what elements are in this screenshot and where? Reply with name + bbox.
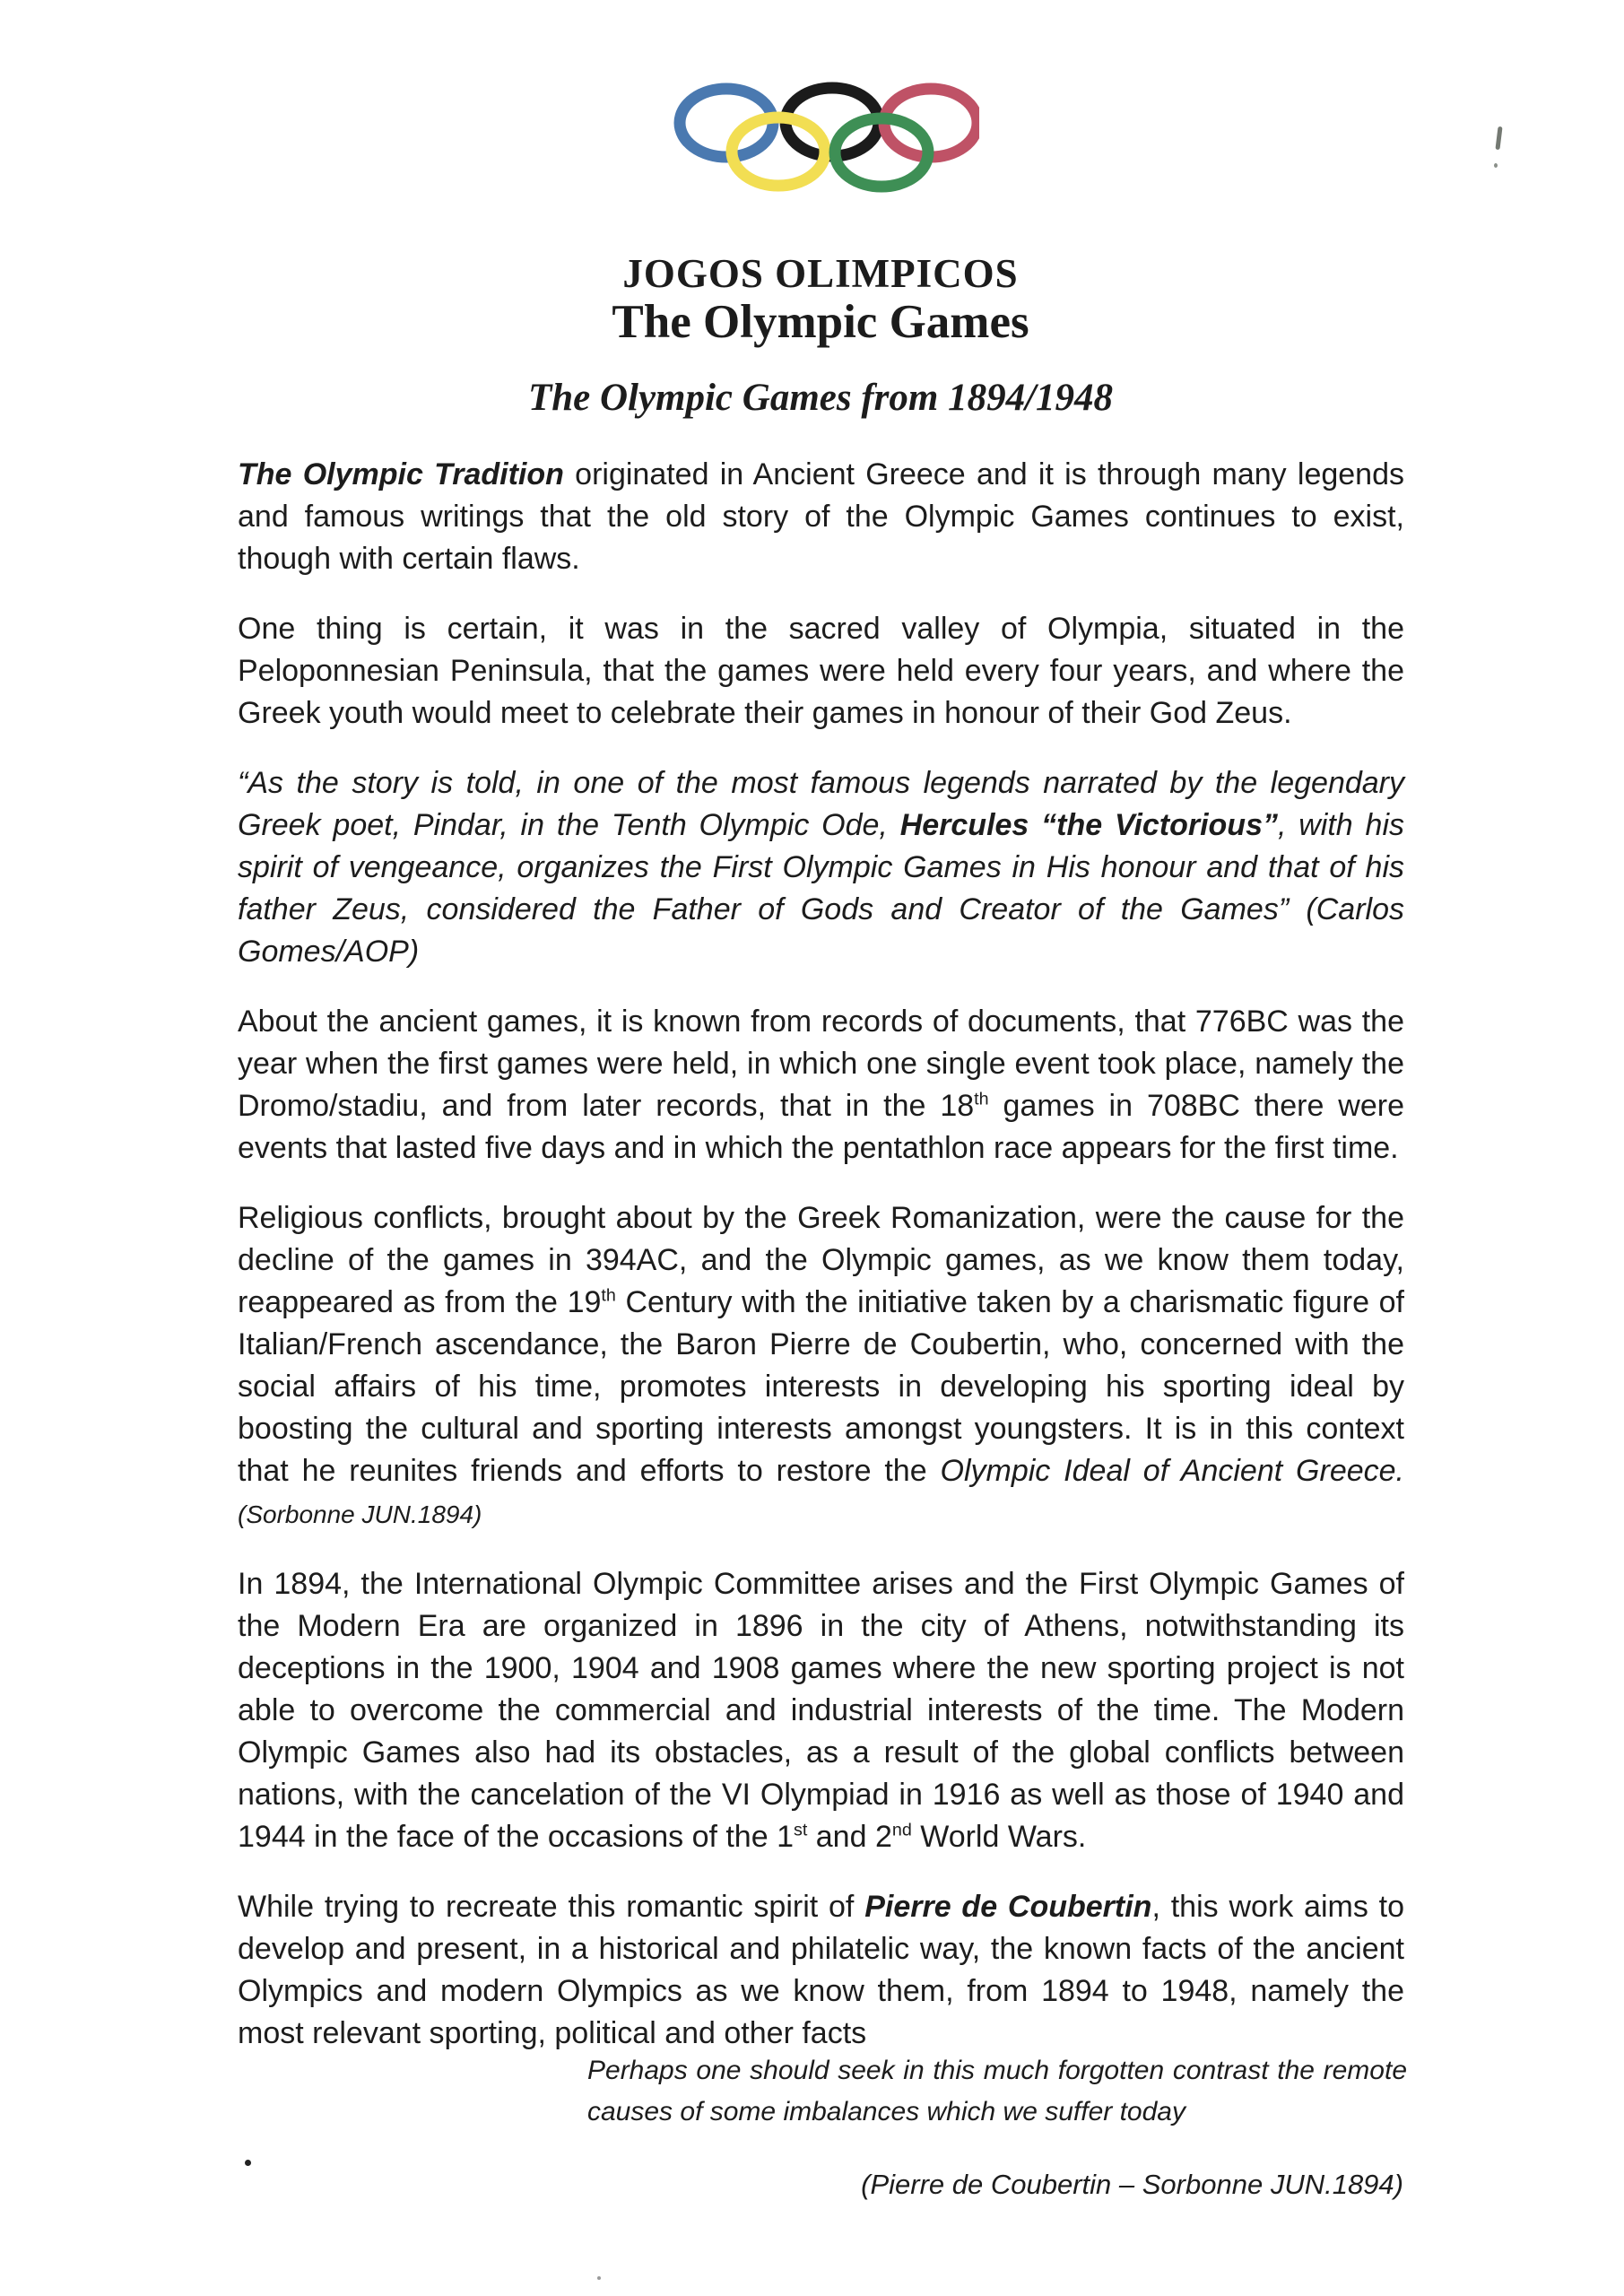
paragraph-religious-conflicts: Religious conflicts, brought about by the Greek Romanization, were the cause for the decline of the games in 394AC, and the Olympic games, as we know them today, reappeared as from the 19th Century with the initiative taken by a charismatic figure of Italian/French ascendance, the Baron Pierre de Coubertin, who, concerned with the social affairs of his time, promotes interests in developing his sporting ideal by boosting the cultural and sporting interests amongst youngsters. It is in this context that he reunites friends and efforts to restore the Olympic Ideal of Ancient Greece. (Sorbonne JUN.1894)	[238, 1201, 1404, 1528]
scan-smudge-artifact	[1495, 126, 1502, 150]
scan-faint-dot-artifact	[597, 2276, 601, 2280]
document-body	[238, 454, 1404, 2083]
paragraph-pindar-legend-quote: “As the story is told, in one of the most famous legends narrated by the legendary Greek poet, Pindar, in the Tenth Olympic Ode, Hercules “the Victorious”, with his spirit of vengeance, organizes the First Olympic Games in His honour and that of his father Zeus, considered the Father of Gods and Creator of the Games” (Carlos Gomes/AOP)	[238, 766, 1405, 969]
scan-smudge-dot-artifact	[1494, 163, 1498, 168]
title-portuguese: JOGOS OLIMPICOS	[622, 251, 1019, 296]
paragraph-olympic-tradition: The Olympic Tradition originated in Ancient Greece and it is through many legends and famous writings that the old story of the Olympic Games continues to exist, though with certain flaws.	[238, 457, 1404, 576]
paragraph-ioc-1894: In 1894, the International Olympic Committee arises and the First Olympic Games of the Modern Era are organized in 1896 in the city of Athens, notwithstanding its deceptions in the 1900, 1904 and 1908 games where the new sporting project is not able to overcome the commercial and industrial interests of the time. The Modern Olympic Games also had its obstacles, as a result of the global conflicts between nations, with the cancelation of the VI Olympiad in 1916 as well as those of 1940 and 1944 in the face of the occasions of the 1st and 2nd World Wars.	[238, 1567, 1404, 1854]
closing-quote: Perhaps one should seek in this much forgotten contrast the remote causes of some imbalances which we suffer today	[587, 2056, 1407, 2126]
document-subtitle: The Olympic Games from 1894/1948	[527, 377, 1114, 419]
scan-dot-artifact	[245, 2160, 251, 2166]
quote-attribution: (Pierre de Coubertin – Sorbonne JUN.1894)	[861, 2169, 1403, 2200]
paragraph-valley-of-olympia: One thing is certain, it was in the sacred valley of Olympia, situated in the Peloponnesian Peninsula, that the games were held every four years, and where the Greek youth would meet to celebrate their games in honour of their God Zeus.	[238, 612, 1404, 730]
title-english: The Olympic Games	[612, 296, 1029, 348]
olympic-rings-logo	[671, 81, 979, 199]
paragraph-work-aims: While trying to recreate this romantic spirit of Pierre de Coubertin, this work aims to develop and present, in a historical and philatelic way, the known facts of the ancient Olympics and modern Olympics as we know them, from 1894 to 1948, namely the most relevant sporting, political and other facts	[238, 1890, 1405, 2050]
paragraph-ancient-games-records: About the ancient games, it is known from records of documents, that 776BC was the year when the first games were held, in which one single event took place, namely the Dromo/stadiu, and from later records, that in the 18th games in 708BC there were events that lasted five days and in which the pentathlon race appears for the first time.	[238, 1004, 1404, 1165]
